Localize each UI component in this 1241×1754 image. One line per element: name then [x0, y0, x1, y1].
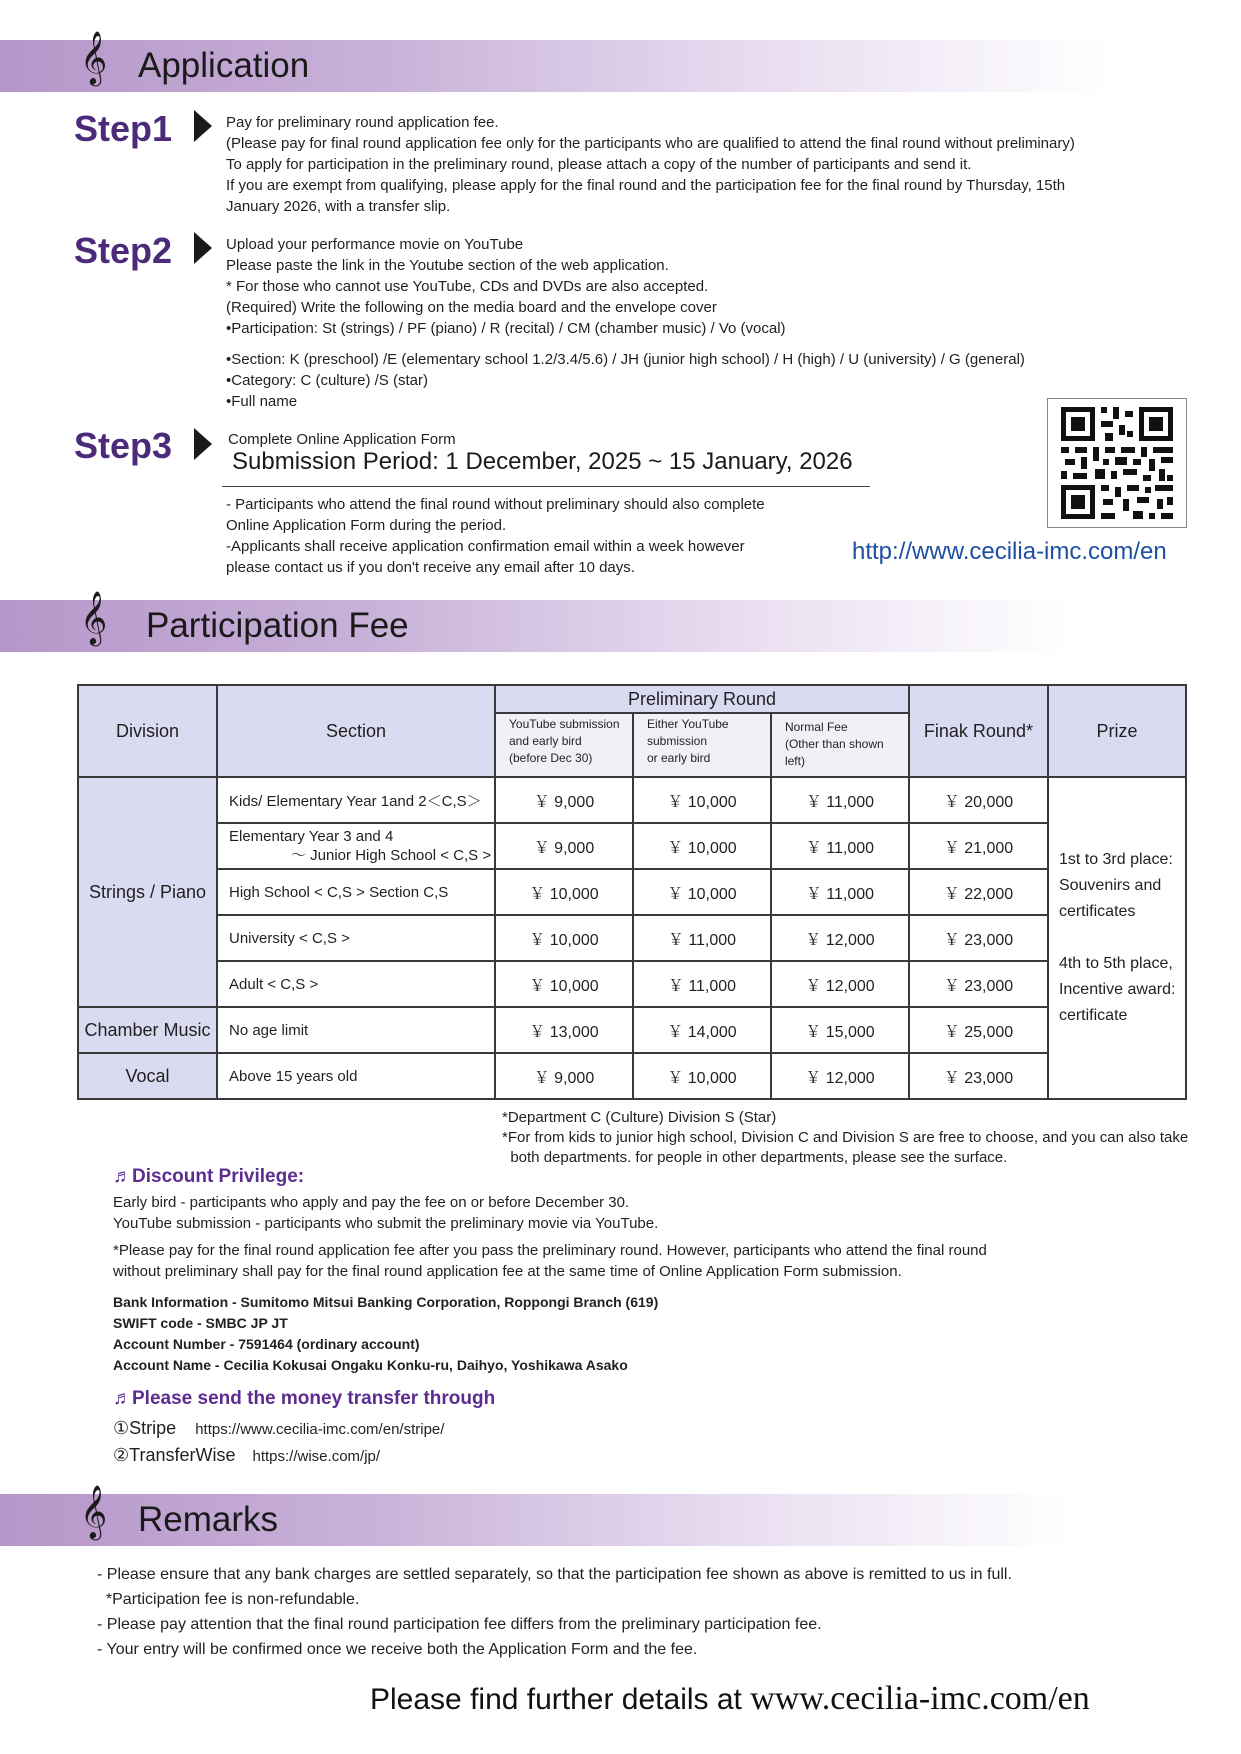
- divider: [222, 486, 870, 487]
- fee-cell: ￥ 11,000: [633, 961, 771, 1007]
- transfer-option-wise: [113, 1442, 380, 1470]
- text-line: (Required) Write the following on the media board and the envelope cover: [226, 299, 717, 316]
- final-fee-cell: ￥ 20,000: [909, 777, 1048, 823]
- fee-cell: ￥ 9,000: [495, 1053, 633, 1099]
- step1-text: [226, 112, 1075, 217]
- fee-cell: ￥ 10,000: [495, 915, 633, 961]
- transfer-option-stripe: [113, 1415, 444, 1443]
- remark-line: *Participation fee is non-refundable.: [97, 1591, 360, 1608]
- text-line: Online Application Form during the period.: [226, 517, 507, 534]
- section-line: Elementary Year 3 and 4: [229, 828, 394, 845]
- prize-line: Souvenirs and: [1058, 877, 1162, 894]
- text-line: January 2026, with a transfer slip.: [226, 198, 451, 215]
- text-line: (Please pay for final round application fee only for the participants who are qualified to attend the final round without preliminary): [226, 135, 1075, 152]
- section-cell: No age limit: [217, 1007, 495, 1053]
- remark-line: - Your entry will be confirmed once we receive both the Application Form and the fee.: [97, 1641, 698, 1658]
- play-arrow-icon: [194, 110, 212, 142]
- step3-text: [226, 494, 765, 578]
- discount-lines: [113, 1192, 658, 1234]
- prize-line: certificate: [1058, 1007, 1128, 1024]
- play-arrow-icon: [194, 428, 212, 460]
- header-line: (before Dec 30): [509, 751, 593, 765]
- final-fee-cell: ￥ 23,000: [909, 915, 1048, 961]
- final-fee-cell: ￥ 23,000: [909, 1053, 1048, 1099]
- header-preliminary: Preliminary Round: [495, 685, 909, 713]
- stripe-link[interactable]: https://www.cecilia-imc.com/en/stripe/: [195, 1421, 445, 1438]
- prize-line: 4th to 5th place,: [1058, 955, 1173, 972]
- text-line: Account Number - 7591464 (ordinary account): [113, 1336, 420, 1352]
- header-line: or early bird: [646, 751, 711, 765]
- remark-line: - Please ensure that any bank charges are settled separately, so that the participation fee shown as above is remitted to us in full.: [97, 1566, 1012, 1583]
- prize-line: certificates: [1058, 903, 1136, 920]
- text-line: If you are exempt from qualifying, please apply for the final round and the participation fee for the final round by Thursday, 15th: [226, 177, 1066, 194]
- step3-label: Step3: [74, 425, 173, 466]
- header-line: submission: [646, 734, 708, 748]
- prize-cell: [1048, 777, 1186, 1099]
- division-chamber-music: Chamber Music: [78, 1007, 217, 1053]
- text-line: - Participants who attend the final round without preliminary should also complete: [226, 496, 765, 513]
- fee-cell: ￥ 14,000: [633, 1007, 771, 1053]
- final-fee-cell: ￥ 23,000: [909, 961, 1048, 1007]
- fee-table: [77, 684, 1187, 1100]
- transfer-title: ♬Please send the money transfer through: [113, 1388, 496, 1409]
- step1-label: Step1: [74, 108, 173, 149]
- submission-period: Submission Period: 1 December, 2025 ~ 15 January, 2026: [232, 448, 853, 475]
- qr-code-icon: [1048, 399, 1186, 527]
- header-division: Division: [78, 685, 217, 777]
- treble-clef-icon: 𝄞: [80, 30, 108, 84]
- wise-link[interactable]: https://wise.com/jp/: [252, 1448, 381, 1465]
- discount-title: ♬Discount Privilege:: [113, 1166, 305, 1187]
- transfer-option-name: ①Stripe: [113, 1418, 177, 1438]
- text-line: please contact us if you don't receive any email after 10 days.: [226, 559, 635, 576]
- play-arrow-icon: [194, 232, 212, 264]
- header-line: Normal Fee: [784, 719, 848, 734]
- step3-intro: Complete Online Application Form: [228, 431, 456, 448]
- text-line: •Participation: St (strings) / PF (piano) / R (recital) / CM (chamber music) / Vo (vocal): [226, 320, 786, 337]
- section-heading-fee: Participation Fee: [146, 606, 409, 645]
- text-line: Pay for preliminary round application fee.: [226, 114, 499, 131]
- section-heading-application: Application: [138, 46, 310, 85]
- table-row: [78, 961, 1186, 1007]
- transfer-option-name: ②TransferWise: [113, 1445, 236, 1465]
- discount-note: [113, 1240, 987, 1282]
- fee-cell: ￥ 10,000: [633, 777, 771, 823]
- text-line: -Applicants shall receive application confirmation email within a week however: [226, 538, 745, 555]
- fee-cell: ￥ 10,000: [633, 1053, 771, 1099]
- text-line: Upload your performance movie on YouTube: [226, 236, 524, 253]
- header-section: Section: [217, 685, 495, 777]
- footer-link[interactable]: www.cecilia-imc.com/en: [750, 1680, 1090, 1717]
- note-line: *Department C (Culture) Division S (Star): [502, 1109, 777, 1126]
- header-youtube-early-bird: [495, 713, 633, 777]
- text-line: •Category: C (culture) /S (star): [226, 372, 428, 389]
- division-strings-piano: Strings / Piano: [78, 777, 217, 1007]
- table-row: [78, 777, 1186, 823]
- fee-cell: ￥ 11,000: [633, 915, 771, 961]
- fee-cell: ￥ 13,000: [495, 1007, 633, 1053]
- prize-line: Incentive award:: [1058, 981, 1176, 998]
- application-section-band: [0, 30, 1110, 92]
- fee-cell: ￥ 10,000: [495, 961, 633, 1007]
- text-line: Early bird - participants who apply and pay the fee on or before December 30.: [113, 1194, 630, 1211]
- step2-label: Step2: [74, 230, 173, 271]
- table-row: [78, 1007, 1186, 1053]
- note-line: *For from kids to junior high school, Division C and Division S are free to choose, and you can also take: [502, 1129, 1189, 1146]
- step2-text-list: [226, 349, 1025, 412]
- text-line: *Please pay for the final round application fee after you pass the preliminary round. However, participants who attend the final round: [113, 1242, 987, 1259]
- table-row: [78, 823, 1186, 869]
- final-fee-cell: ￥ 22,000: [909, 869, 1048, 915]
- text-line: •Section: K (preschool) /E (elementary school 1.2/3.4/5.6) / JH (junior high school) / H (high) / U (university) / G (general): [226, 351, 1025, 368]
- fee-cell: ￥ 12,000: [771, 961, 909, 1007]
- header-either: [633, 713, 771, 777]
- text-line: Account Name - Cecilia Kokusai Ongaku Konku-ru, Daihyo, Yoshikawa Asako: [113, 1357, 628, 1373]
- section-cell: Kids/ Elementary Year 1and 2＜C,S＞: [217, 777, 495, 823]
- header-final-round: Finak Round*: [909, 685, 1048, 777]
- division-vocal: Vocal: [78, 1053, 217, 1099]
- text-line: * For those who cannot use YouTube, CDs and DVDs are also accepted.: [226, 278, 709, 295]
- table-row: [78, 1053, 1186, 1099]
- text-line: Please paste the link in the Youtube section of the web application.: [226, 257, 669, 274]
- fee-cell: ￥ 10,000: [633, 869, 771, 915]
- fee-section-band: [0, 590, 1070, 652]
- table-row: [78, 869, 1186, 915]
- table-notes: [502, 1108, 1188, 1168]
- footer: [370, 1680, 1090, 1718]
- remarks-list: [97, 1562, 1012, 1662]
- qr-code[interactable]: [1047, 398, 1187, 528]
- final-fee-cell: ￥ 21,000: [909, 823, 1048, 869]
- website-link[interactable]: http://www.cecilia-imc.com/en: [852, 538, 1167, 565]
- section-line: ～ Junior High School < C,S >: [291, 847, 492, 864]
- fee-cell: ￥ 9,000: [495, 823, 633, 869]
- header-prize: Prize: [1048, 685, 1186, 777]
- section-cell: Above 15 years old: [217, 1053, 495, 1099]
- treble-clef-icon: 𝄞: [80, 590, 108, 644]
- fee-cell: ￥ 10,000: [495, 869, 633, 915]
- note-line: both departments. for people in other departments, please see the surface.: [502, 1149, 1008, 1166]
- spacer: [1059, 925, 1185, 951]
- fee-cell: ￥ 12,000: [771, 1053, 909, 1099]
- fee-cell: ￥ 9,000: [495, 777, 633, 823]
- fee-cell: ￥ 10,000: [633, 823, 771, 869]
- fee-cell: ￥ 11,000: [771, 869, 909, 915]
- section-cell: Adult < C,S >: [217, 961, 495, 1007]
- text-line: To apply for participation in the preliminary round, please attach a copy of the number of participants and send it.: [226, 156, 972, 173]
- section-cell: [217, 823, 495, 869]
- header-line: and early bird: [509, 734, 582, 748]
- text-line: •Full name: [226, 393, 298, 410]
- text-line: without preliminary shall pay for the final round application fee at the same time of Online Application Form submission.: [113, 1263, 902, 1280]
- section-heading-remarks: Remarks: [138, 1500, 279, 1539]
- header-line: Either YouTube: [646, 717, 729, 731]
- fee-cell: ￥ 11,000: [771, 777, 909, 823]
- text-line: Bank Information - Sumitomo Mitsui Banking Corporation, Roppongi Branch (619): [113, 1294, 659, 1310]
- header-line: (Other than shown left): [784, 736, 884, 768]
- step2-text: [226, 234, 786, 339]
- remarks-section-band: [0, 1484, 1070, 1546]
- text-line: SWIFT code - SMBC JP JT: [113, 1315, 288, 1331]
- treble-clef-icon: 𝄞: [80, 1484, 108, 1538]
- final-fee-cell: ￥ 25,000: [909, 1007, 1048, 1053]
- text-line: YouTube submission - participants who submit the preliminary movie via YouTube.: [113, 1215, 659, 1232]
- prize-line: 1st to 3rd place:: [1058, 851, 1173, 868]
- table-row: [78, 915, 1186, 961]
- remark-line: - Please pay attention that the final round participation fee differs from the preliminary participation fee.: [97, 1616, 822, 1633]
- fee-cell: ￥ 12,000: [771, 915, 909, 961]
- header-normal-fee: [771, 713, 909, 777]
- bank-information: [113, 1292, 658, 1376]
- header-line: YouTube submission: [509, 717, 620, 731]
- fee-cell: ￥ 11,000: [771, 823, 909, 869]
- fee-cell: ￥ 15,000: [771, 1007, 909, 1053]
- footer-text: Please find further details at: [370, 1683, 742, 1716]
- section-cell: High School < C,S > Section C,S: [217, 869, 495, 915]
- section-cell: University < C,S >: [217, 915, 495, 961]
